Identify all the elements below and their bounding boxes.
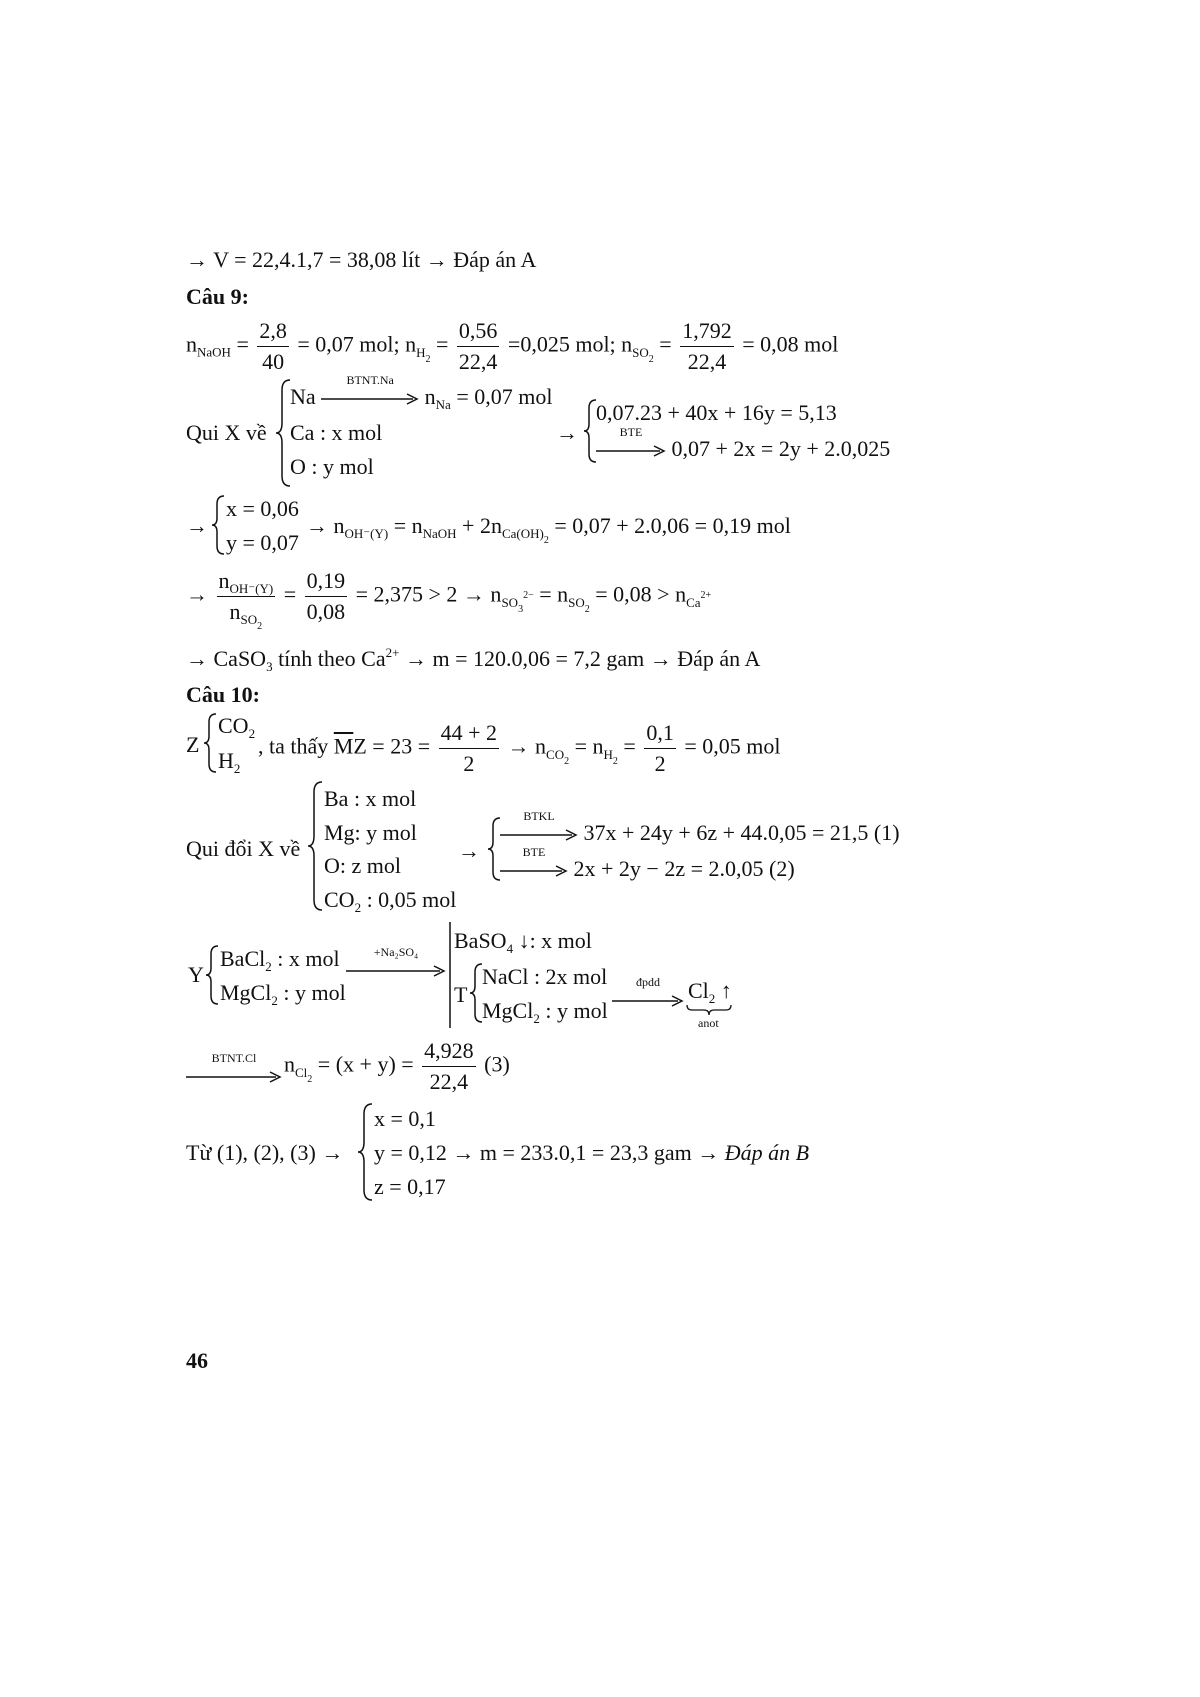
- equation-3-line: [500, 808, 900, 846]
- left-brace-icon: [306, 780, 324, 912]
- arrow-label: +Na₂SO₄: [373, 944, 419, 959]
- mgcl2-line: MgCl$_2$ : y mol: [220, 980, 346, 1008]
- arrow-btnt-na: [321, 372, 419, 405]
- y-label: Y: [188, 962, 204, 987]
- na-symbol: Na: [290, 384, 316, 409]
- ca-sub: Ca: [686, 594, 701, 610]
- solution-x: x = 0,1: [374, 1106, 436, 1131]
- naoh-sub: NaOH: [197, 344, 231, 360]
- naoh-result: = 0,07 mol; n: [297, 331, 417, 357]
- frac-den: 2: [463, 751, 475, 776]
- frac-num: 0,1: [644, 718, 676, 749]
- frac-den: 22,4: [429, 1069, 469, 1094]
- cl2-product: $Cl_2$ ↑: [688, 978, 732, 1006]
- equals: =: [283, 581, 297, 607]
- caoh-sub: Ca(OH): [501, 526, 544, 541]
- v-formula: → V = 22,4.1,7 = 38,08 lít →: [186, 247, 448, 272]
- up-arrow-icon: ↑: [720, 978, 732, 1003]
- fraction-ratio-symbolic: [217, 566, 276, 632]
- naoh-sub: NaOH: [422, 526, 457, 541]
- noh-line: → $n_{OH^-(Y)} = n_{NaOH} + 2n_{Ca(OH)_2} = 0,07 + 2.0,06 = 0,19$ mol: [306, 513, 791, 546]
- equals: =: [659, 331, 672, 357]
- solution-y: y = 0,12 → m = 233.0,1 = 23,3 gam →: [374, 1140, 720, 1165]
- line-v-result: [186, 247, 536, 273]
- so3-eq: = n: [539, 581, 569, 607]
- so3-sub: SO: [501, 594, 519, 610]
- arrow-na2so4: [346, 944, 446, 982]
- so2-index: 2: [648, 353, 654, 365]
- answer-label: Đáp án A: [453, 247, 537, 272]
- noh-eq: = n: [393, 513, 423, 538]
- left-brace-icon: [202, 712, 218, 774]
- so2-result: = 0,08 mol: [742, 331, 839, 357]
- h2-index: 2: [425, 353, 431, 365]
- equals: =: [436, 331, 449, 357]
- line-moles: [186, 316, 838, 377]
- z-mid: , ta thấy: [258, 733, 329, 759]
- arrow-label: BTNT.Cl: [211, 1050, 257, 1065]
- left-brace-icon: [210, 494, 226, 556]
- mz-eq: = 23 =: [372, 733, 431, 759]
- m-bar: $\overline{M}$: [333, 733, 354, 759]
- x-value: x = 0,06: [226, 496, 299, 521]
- left-brace-icon: [356, 1102, 374, 1202]
- fraction-cl2: [422, 1036, 476, 1097]
- equals: =: [623, 733, 636, 759]
- equation-1: 0,07.23 + 40x + 16y = 5,13: [596, 400, 837, 425]
- ncl2-line: $n_{Cl_2} = (x + y)$ = $\frac{4,928}{22,4}$ (3): [284, 1036, 510, 1097]
- caso3-text: → CaSO: [186, 646, 267, 671]
- arrow-label: đpdd: [636, 974, 660, 989]
- equation-4: 2x + 2y − 2z = 2.0,05 (2): [573, 856, 795, 881]
- caso3-line: → CaSO$_3$ tính theo $Ca^{2+} \to m = 120.0,06 = 7,2$ gam → Đáp án A: [186, 645, 761, 674]
- mz-line: , ta thấy $\overline{M}Z = 23$ = $\frac{44 + 2}{2}$ → $n_{CO_2} = n_{H_2}$ = $\frac{0,1}{2}$ = 0,05 mol: [258, 718, 780, 779]
- caso3-end: → m = 120.0,06 = 7,2 gam →: [404, 646, 672, 671]
- qui-x-label: Qui X về: [186, 420, 267, 445]
- answer-label: Đáp án A: [677, 646, 761, 671]
- nco2-eq: → n: [507, 733, 547, 759]
- left-brace-icon: [204, 944, 220, 1006]
- frac-den: $n_{SO_2}$: [229, 599, 263, 632]
- nacl-line: NaCl : 2x mol: [482, 964, 608, 989]
- arrow-right: →: [458, 838, 480, 863]
- frac-num: 0,56: [457, 316, 500, 347]
- n-symbol: n: [424, 384, 436, 409]
- so3-value: = 0,08 > n: [595, 581, 687, 607]
- noh-mid: + 2n: [462, 513, 502, 538]
- ncl2-eq: = (x + y) =: [317, 1051, 414, 1077]
- mg-line: Mg: y mol: [324, 820, 417, 845]
- fraction-naoh: [257, 316, 289, 377]
- heading-cau-10: Câu 10:: [186, 682, 260, 707]
- arrow-right: →: [556, 420, 578, 445]
- arrow-label: BTKL: [523, 808, 555, 823]
- equation-2: 0,07 + 2x = 2y + 2.0,025: [671, 436, 891, 461]
- equals: =: [236, 331, 249, 357]
- qui-doi-label: Qui đổi X về: [186, 836, 301, 861]
- y-value: y = 0,07: [226, 530, 299, 555]
- frac-num: 44 + 2: [439, 718, 499, 749]
- h-sub: H: [416, 344, 426, 360]
- caoh-index: 2: [543, 535, 549, 546]
- equation-2-line: [596, 424, 891, 462]
- frac-den: 2: [654, 751, 666, 776]
- caso3-mid: tính theo Ca: [278, 646, 386, 671]
- t-label: T: [454, 982, 468, 1007]
- underbrace-icon: [686, 1004, 732, 1016]
- co2-line: $CO_2$ : 0,05 mol: [324, 887, 457, 915]
- equation-4-line: [500, 844, 795, 882]
- ratio-result: = 2,375 > 2 → n: [355, 581, 502, 607]
- h2-item: $H_2$: [218, 748, 241, 776]
- ba-line: Ba : x mol: [324, 786, 417, 811]
- frac-den: 0,08: [306, 599, 346, 624]
- fraction-so2: [680, 316, 734, 377]
- co2-item: $CO_2$: [218, 713, 256, 741]
- so2-sub: SO: [632, 344, 649, 360]
- o-line: O : y mol: [290, 454, 374, 479]
- arrow-dpdd: [612, 974, 684, 1012]
- tu-label: Từ (1), (2), (3) →: [186, 1140, 344, 1165]
- frac-num: 2,8: [257, 316, 289, 347]
- arrow-bte: [500, 844, 568, 877]
- heading-cau-9: Câu 9:: [186, 284, 249, 309]
- result: = 0,05 mol: [684, 733, 781, 759]
- n-symbol: n: [284, 1051, 295, 1077]
- bacl2-line: BaCl$_2$ : x mol: [220, 946, 340, 974]
- arrow-label: BTE: [619, 424, 643, 439]
- n-symbol: n: [186, 331, 197, 357]
- arrow-label: BTNT.Na: [346, 372, 394, 387]
- frac-den: 40: [262, 349, 285, 374]
- equation-tag: (3): [484, 1051, 510, 1077]
- solution-z: z = 0,17: [374, 1174, 446, 1199]
- fraction-half: [644, 718, 676, 779]
- n-symbol: n: [333, 513, 345, 538]
- ca-line: Ca : x mol: [290, 420, 383, 445]
- arrow-label: BTE: [522, 844, 546, 859]
- equation-3: 37x + 24y + 6z + 44.0,05 = 21,5 (1): [583, 820, 900, 845]
- frac-num: $n_{OH^-(Y)}$: [218, 568, 274, 596]
- na-value: = 0,07 mol: [456, 384, 553, 409]
- answer-label: Đáp án B: [724, 1140, 810, 1165]
- vertical-bar-divider: [448, 922, 452, 1028]
- fraction-mz: [439, 718, 499, 779]
- arrow-btkl: [500, 808, 578, 841]
- noh-value: = 0,07 + 2.0,06 = 0,19 mol: [554, 513, 791, 538]
- na-sub: Na: [435, 397, 451, 412]
- oz-line: O: z mol: [324, 853, 401, 878]
- frac-num: 1,792: [680, 316, 734, 347]
- na-line: [290, 372, 553, 412]
- frac-den: 22,4: [687, 349, 727, 374]
- eq-nh2: = n: [574, 733, 604, 759]
- fraction-h2: [457, 316, 500, 377]
- ratio-line: → $\frac{n_{OH^-(Y)}}{n_{SO_2}}$ = $\frac{0,19}{0,08}$ = $2,375 > 2 \to n_{SO_3^{2-}} = n_{SO_2} = 0,08 > n_{Ca^{2+}}$: [186, 568, 712, 632]
- oh-sub: OH⁻(Y): [344, 526, 389, 541]
- mz-sub: Z: [353, 733, 367, 759]
- frac-num: 4,928: [422, 1036, 476, 1067]
- baso4-line: BaSO$_4$ ↓: x mol: [454, 928, 592, 956]
- anot-label: anot: [698, 1016, 719, 1030]
- h2-result: =0,025 mol; n: [507, 331, 633, 357]
- solution-y-line: [374, 1140, 809, 1166]
- mgcl2-t-line: MgCl$_2$ : y mol: [482, 998, 608, 1026]
- arrow-right: →: [186, 513, 208, 538]
- fraction-ratio-numeric: [305, 566, 348, 627]
- arrow-bte: [596, 424, 666, 457]
- z-label: Z: [186, 732, 200, 757]
- page-number: 46: [186, 1348, 208, 1373]
- frac-num: 0,19: [305, 566, 348, 597]
- arrow-btnt-cl: [186, 1050, 282, 1088]
- frac-den: 22,4: [458, 349, 498, 374]
